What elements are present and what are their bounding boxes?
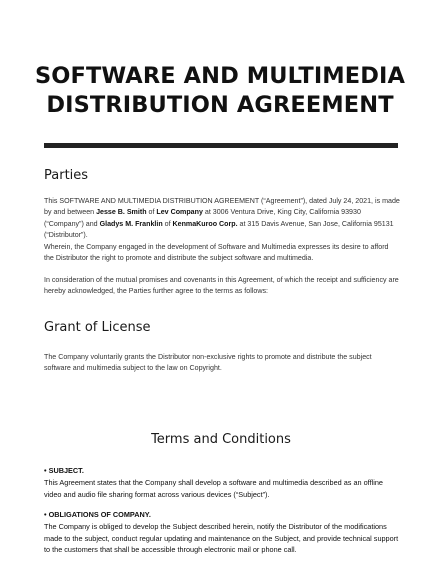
parties-paragraph-3: In consideration of the mutual promises and covenants in this Agreement, of which the receipt and sufficiency are hereby acknowledged, the Parties further agree to the terms as follows: (44, 276, 399, 296)
party2-name: Gladys M. Franklin (99, 219, 163, 228)
subject-label: • SUBJECT. (44, 466, 84, 475)
terms-subject-text: This Agreement states that the Company shall develop a software and multimedia described as an offline video and audio file sharing format across various devices (“Subject”). (44, 478, 383, 499)
title-divider (44, 143, 398, 148)
parties-text-1: This SOFTWARE AND MULTIMEDIA DISTRIBUTION AGREEMENT (“Agreement”), dated July 24, 2021, is made by and between (44, 197, 400, 217)
party1-company: Lev Company (156, 208, 203, 217)
party2-company: KenmaKuroo Corp. (172, 219, 238, 228)
obligations-label: • OBLIGATIONS OF COMPANY. (44, 510, 151, 519)
parties-paragraph-2: Wherein, the Company engaged in the development of Software and Multimedia expresses its desire to afford the Distributor the right to promote and distribute the subject software and multimedia. (44, 243, 389, 263)
terms-obligations-text: The Company is obliged to develop the Subject described herein, notify the Distributor of the modifications made to the subject, conduct regular updating and maintenance on the Subject, and provide technical support to the customers that shall be accessible through electronic mail or phone call. (44, 522, 399, 555)
heading-parties: Parties (44, 168, 89, 183)
heading-grant-of-license: Grant of License (44, 320, 151, 335)
parties-text-5: at 315 Davis Avenue, San Jose, California 95131 (“Distributor”). (44, 219, 394, 240)
terms-obligations-label (44, 509, 400, 521)
parties-text-4: of (162, 219, 173, 228)
parties-text-2: of (146, 208, 157, 217)
parties-text-3: at 3006 Ventura Drive, King City, California 93930 (“Company”) and (44, 208, 361, 228)
grant-paragraph-1: The Company voluntarily grants the Distributor non-exclusive rights to promote and distribute the subject software and multimedia subject to the law on Copyright. (44, 353, 372, 373)
heading-terms-and-conditions: Terms and Conditions (151, 432, 291, 447)
terms-subject-label (44, 465, 400, 477)
parties-paragraph-1 (44, 196, 400, 242)
party1-name: Jesse B. Smith (96, 208, 147, 217)
document-title: SOFTWARE AND MULTIMEDIA DISTRIBUTION AGREEMENT (34, 63, 406, 118)
